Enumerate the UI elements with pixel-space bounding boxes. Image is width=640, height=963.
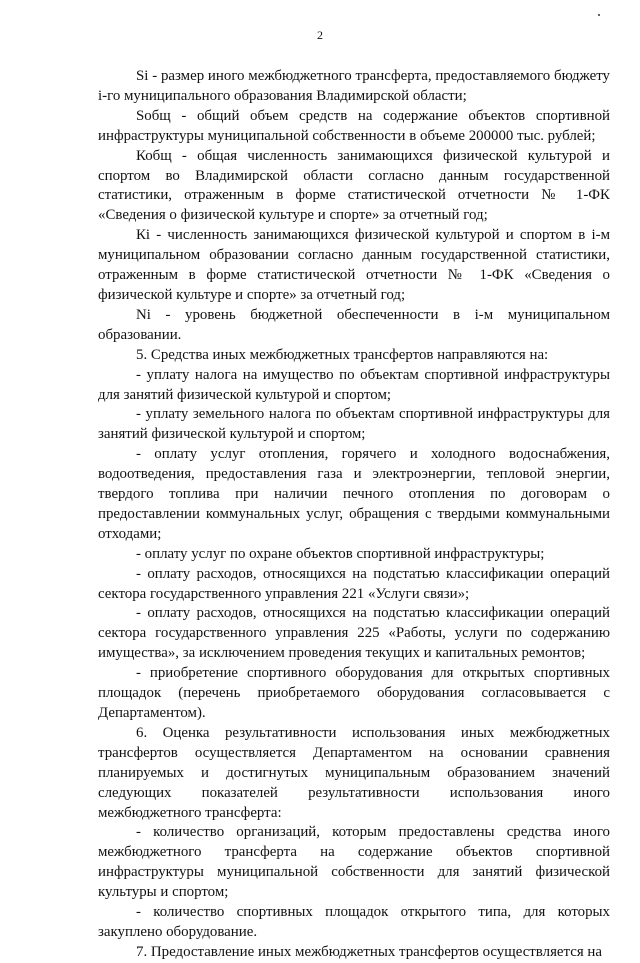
page-number: 2	[317, 28, 323, 42]
list-item-security-services: - оплату услуг по охране объектов спортивной инфраструктуры;	[136, 545, 545, 562]
paragraph-section-6: 6. Оценка результативности использования иных межбюджетных трансфертов осуществляется Департаментом на основании сравнения планируемых и достигнутых муниципальным образованием значений следующих показателей результативности использования иного межбюджетного трансферта:	[98, 724, 610, 821]
paragraph-ki-definition: Кi - численность занимающихся физической культурой и спортом в i-м муниципальном образовании согласно данным государственной статистики, отраженным в форме статистической отчетности № 1-ФК «Сведения о физической культуре и спорте» за отчетный год;	[98, 227, 610, 303]
list-item-organizations-count: - количество организаций, которым предоставлены средства иного межбюджетного трансферта на содержание объектов спортивной инфраструктуры муниципальной собственности для занятий физической культуры и спортом;	[98, 824, 610, 901]
paragraph-ni-definition: Ni - уровень бюджетной обеспеченности в i-м муниципальном образовании.	[98, 306, 610, 343]
list-item-maintenance-services: - оплату расходов, относящихся на подстатью классификации операций сектора государственного управления 225 «Работы, услуги по содержанию имущества», за исключением проведения текущих и капитальных ремонтов;	[98, 605, 610, 662]
list-item-utilities: - оплату услуг отопления, горячего и холодного водоснабжения, водоотведения, предоставления газа и электроэнергии, тепловой энергии, твердого топлива при наличии печного отопления по договорам о предоставлении коммунальных услуг, обращения с твердыми коммунальными отходами;	[98, 446, 610, 542]
paragraph-section-7: 7. Предоставление иных межбюджетных трансфертов осуществляется на	[136, 943, 602, 960]
list-item-land-tax: - уплату земельного налога по объектам спортивной инфраструктуры для занятий физической культурой и спортом;	[98, 406, 610, 443]
list-item-equipment-purchase: - приобретение спортивного оборудования для открытых спортивных площадок (перечень приобретаемого оборудования согласовывается с Департаментом).	[98, 665, 610, 721]
paragraph-kobsch-definition: Кобщ - общая численность занимающихся физической культурой и спортом во Владимирской области согласно данным государственной статистики, отраженным в форме статистической отчетности № 1-ФК «Сведения о физической культуре и спорте» за отчетный год;	[98, 147, 610, 224]
list-item-communication-services: - оплату расходов, относящихся на подстатью классификации операций сектора государственного управления 221 «Услуги связи»;	[98, 565, 610, 602]
paragraph-section-5: 5. Средства иных межбюджетных трансфертов направляются на:	[136, 346, 549, 363]
scan-speck	[598, 14, 600, 16]
document-body	[98, 67, 610, 963]
list-item-playgrounds-count: - количество спортивных площадок открытого типа, для которых закуплено оборудование.	[98, 904, 610, 940]
list-item-property-tax: - уплату налога на имущество по объектам спортивной инфраструктуры для занятий физической культурой и спортом;	[98, 366, 610, 403]
paragraph-sobsch-definition: Sобщ - общий объем средств на содержание объектов спортивной инфраструктуры муниципальной собственности в объеме 200000 тыс. рублей;	[98, 107, 610, 144]
paragraph-si-definition: Si - размер иного межбюджетного трансферта, предоставляемого бюджету i-го муниципального образования Владимирской области;	[98, 68, 610, 104]
